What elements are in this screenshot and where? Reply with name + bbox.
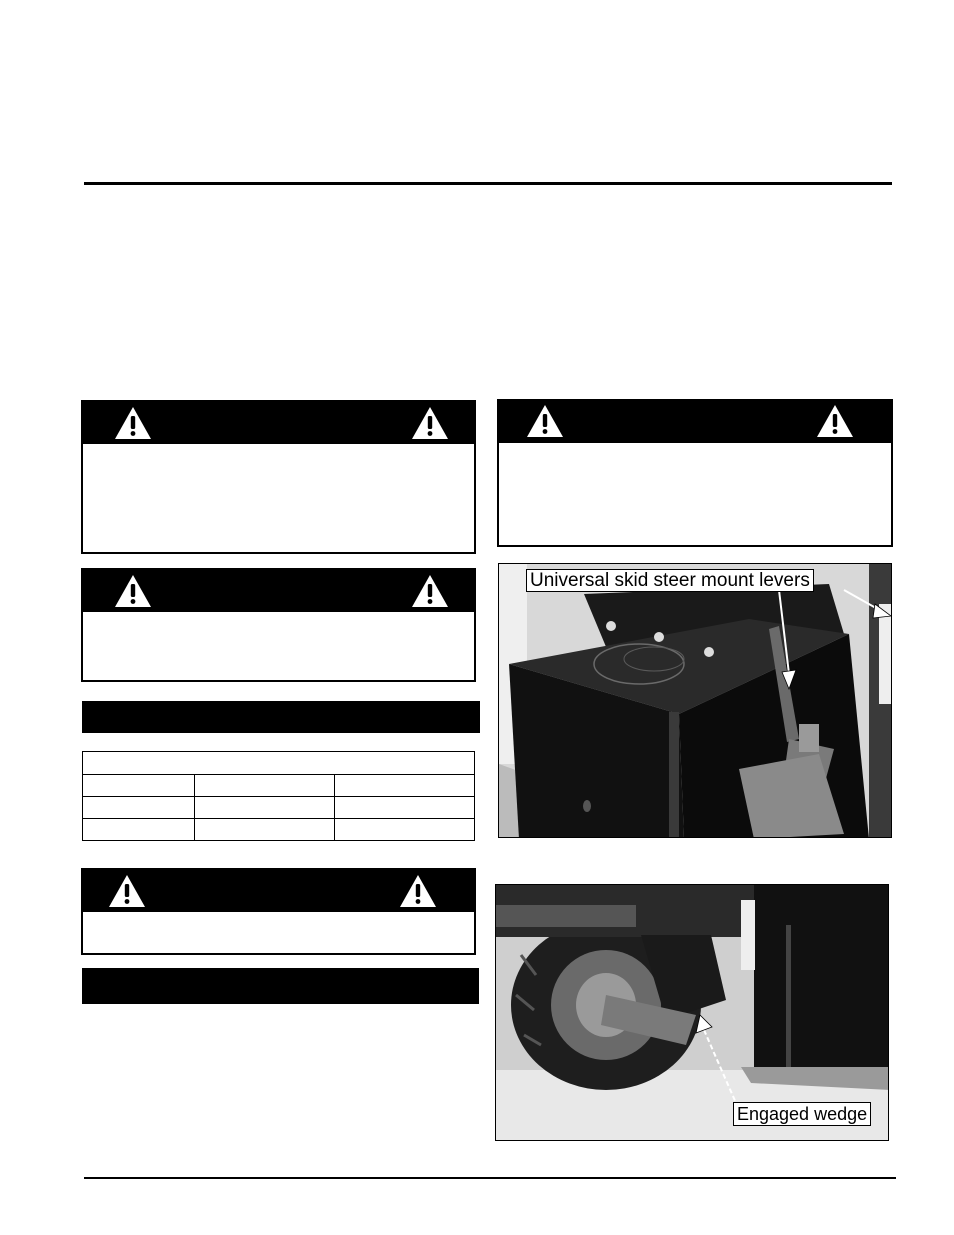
callout-engaged-wedge: Engaged wedge <box>733 1102 871 1126</box>
table-cell <box>83 775 195 797</box>
warning-body <box>83 444 474 552</box>
table-cell <box>335 797 475 819</box>
table-cell <box>83 819 195 841</box>
table-row <box>83 819 475 841</box>
table-cell <box>195 775 335 797</box>
warning-box-right-1 <box>497 399 893 547</box>
table-cell <box>335 819 475 841</box>
warning-triangle-icon <box>107 873 147 909</box>
warning-body <box>83 912 474 953</box>
warning-box-left-1 <box>81 400 476 554</box>
warning-triangle-icon <box>113 405 153 441</box>
header-rule <box>84 182 892 185</box>
warning-header <box>499 401 891 443</box>
warning-triangle-icon <box>525 403 565 439</box>
table-cell <box>195 819 335 841</box>
warning-triangle-icon <box>410 573 450 609</box>
table-row <box>83 797 475 819</box>
warning-box-left-2 <box>81 568 476 682</box>
warning-header <box>83 402 474 444</box>
warning-header <box>83 570 474 612</box>
table-cell <box>335 775 475 797</box>
section-header-bar <box>82 968 479 1004</box>
warning-body <box>499 443 891 545</box>
table-row <box>83 775 475 797</box>
photo-engaged-wedge <box>495 884 889 1141</box>
table-cell <box>83 752 475 775</box>
warning-body <box>83 612 474 680</box>
callout-mount-levers: Universal skid steer mount levers <box>526 569 814 592</box>
mount-levers-image <box>499 564 892 838</box>
warning-triangle-icon <box>398 873 438 909</box>
warning-triangle-icon <box>815 403 855 439</box>
warning-box-left-3 <box>81 868 476 955</box>
table-cell <box>195 797 335 819</box>
photo-mount-levers <box>498 563 892 838</box>
warning-header <box>83 870 474 912</box>
warning-triangle-icon <box>410 405 450 441</box>
table-cell <box>83 797 195 819</box>
section-header-bar <box>82 701 480 733</box>
warning-triangle-icon <box>113 573 153 609</box>
table-row <box>83 752 475 775</box>
footer-rule <box>84 1177 896 1179</box>
spec-table <box>82 751 475 841</box>
